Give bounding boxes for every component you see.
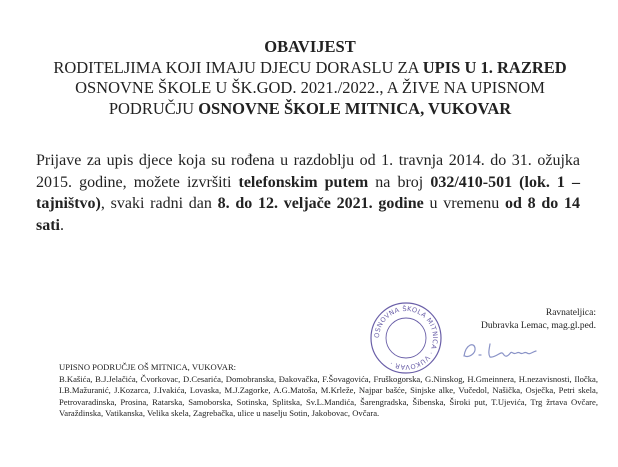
enrolment-area — [59, 362, 598, 420]
body-bold-hours: od 8 do 14 sati — [36, 195, 580, 234]
body-text-1: Prijave za upis djece koja su rođena u razdoblju od 1. travnja 2014. do 31. ožujka 2015. godine, možete izvršiti — [36, 152, 580, 191]
subtitle-bold-school: OSNOVNE ŠKOLE MITNICA, VUKOVAR — [198, 98, 512, 118]
notice-subtitle — [53, 58, 566, 118]
body-text-5: . — [60, 216, 64, 234]
notice-title: OBAVIJEST — [264, 37, 356, 56]
subtitle-part-2: OSNOVNE ŠKOLE U ŠK.GOD. 2021./2022., A ŽIVE NA UPISNOM PODRUČJU — [75, 78, 545, 118]
subtitle-bold-upis: UPIS U 1. RAZRED — [422, 57, 567, 77]
subtitle-part-1: RODITELJIMA KOJI IMAJU DJECU DORASLU ZA — [53, 57, 423, 77]
body-bold-phone-number: 032/410-501 (lok. 1 – tajništvo) — [36, 173, 580, 212]
stamp-text: OSNOVNA ŠKOLA MITNICA · VUKOVAR · — [372, 304, 440, 372]
body-text-2: na broj — [368, 173, 431, 191]
signature-role: Ravnateljica: — [545, 308, 596, 318]
enrolment-area-label: UPISNO PODRUČJE OŠ MITNICA, VUKOVAR: — [59, 362, 237, 372]
notice-body — [36, 150, 580, 236]
body-text-4: u vremenu — [423, 195, 505, 212]
body-bold-phone-method: telefonskim putem — [238, 173, 369, 191]
handwritten-signature-icon — [460, 336, 550, 364]
body-bold-dates: 8. do 12. veljače 2021. godine — [217, 195, 424, 212]
enrolment-area-streets: B.Kašića, B.J.Jelačića, Čvorkovac, D.Cesarića, Domobranska, Đakovačka, F.Šovagovića, Fruškogorska, G.Ninskog, H.Gmeinnera, H.nezavisnosti, Iločka, I.B.Mažuranić, J.Kozarca, J.Ivakića, Lovaska, M.J.Zagorke, A.G.Matoša, M.Krleže, Najpar bašće, Sinjske alke, Vučedol, Našička, Osječka, Petri skela, Petrovaradinska, Prosina, Ratarska, Samoborska, Sotinska, Splitska, Sv.L.Mandića, Šarengradska, Šibenska, Široki put, T.Ujevića, Trg žrtava Ovčare, Varaždinska, Vatikanska, Velika skela, Zagrebačka, ulice u naselju Sotin, Jakobovac, Ovčara. — [59, 373, 598, 419]
signature-name: Dubravka Lemac, mag.gl.ped. — [480, 320, 596, 331]
body-text-3: , svaki radni dan — [100, 195, 218, 212]
signature-block — [456, 307, 596, 332]
notice-heading — [40, 37, 580, 119]
